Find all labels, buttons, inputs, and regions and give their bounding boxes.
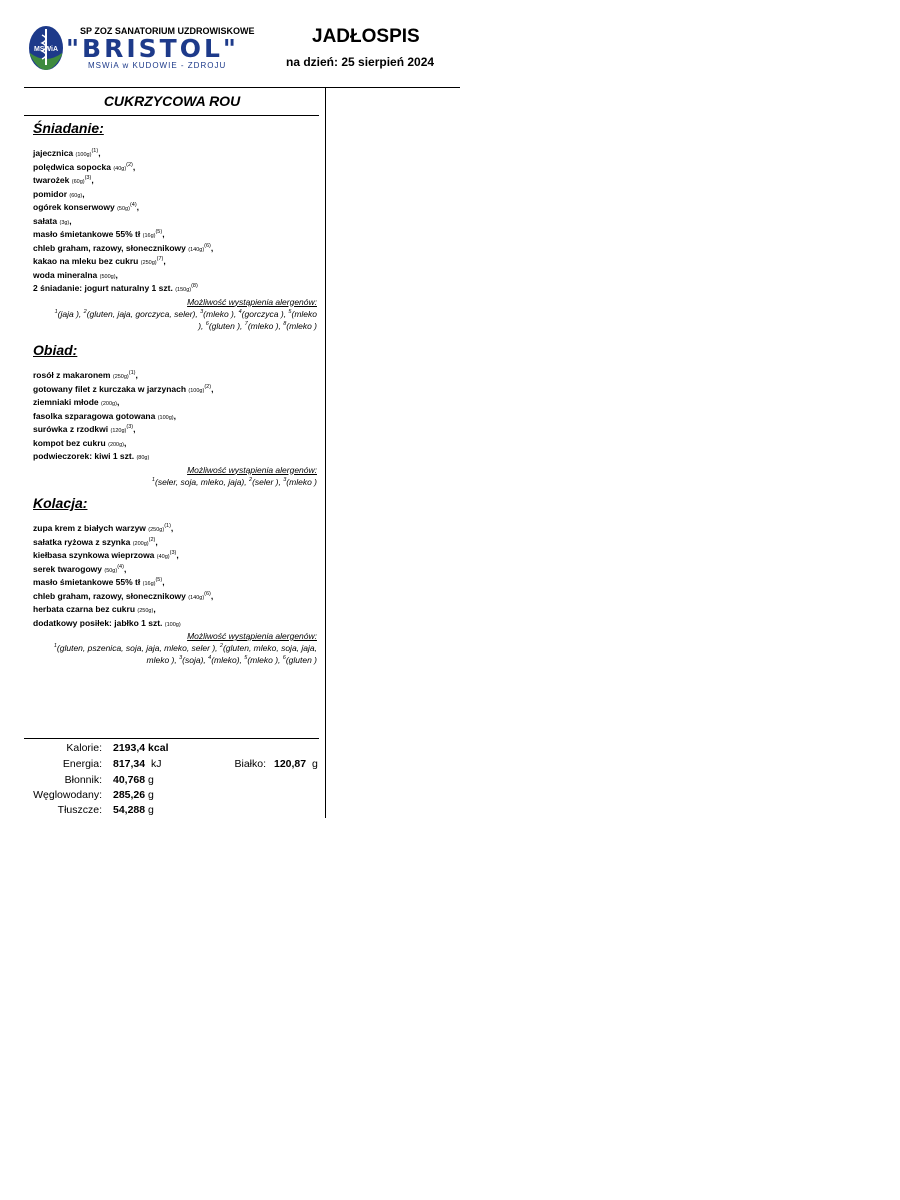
nutrition-value (113, 788, 154, 802)
allergen-ref: (2) (126, 161, 133, 168)
allergen-number: 5 (244, 655, 248, 661)
item-separator: , (98, 148, 101, 158)
item-name: podwieczorek: kiwi 1 szt. (33, 451, 135, 461)
item-quantity: (40g) (113, 165, 127, 172)
menu-item (33, 618, 317, 632)
item-name: masło śmietankowe 55% tł (33, 577, 141, 587)
item-quantity: (100g) (164, 621, 181, 628)
nutrition-label: Białko: (234, 758, 266, 770)
item-name: fasolka szparagowa gotowana (33, 410, 156, 421)
nutrition-divider (24, 738, 319, 739)
item-quantity: (250g) (140, 260, 157, 266)
header-divider (24, 87, 460, 88)
item-name: polędwica sopocka (33, 161, 111, 172)
item-separator: , (162, 229, 165, 239)
organization-location: MSWiA w KUDOWIE - ZDROJU (88, 61, 227, 70)
item-quantity: (140g) (188, 246, 205, 253)
document-title: JADŁOSPIS (312, 26, 420, 47)
item-quantity: (80g) (136, 455, 150, 461)
nutrition-value (113, 741, 168, 755)
item-name: kiełbasa szynkowa wieprzowa (33, 550, 155, 560)
allergen-names: (mleko), (211, 655, 245, 665)
menu-item (33, 564, 317, 578)
value-number: 817,34 (113, 758, 146, 770)
item-separator: , (211, 383, 214, 394)
item-separator: , (210, 242, 214, 253)
item-quantity: (16g) (142, 233, 156, 239)
allergen-entry (245, 321, 283, 331)
menu-item (33, 189, 317, 203)
item-separator: , (210, 590, 214, 601)
allergen-number: 8 (283, 320, 287, 327)
value-unit: g (148, 789, 154, 801)
allergen-entry (200, 309, 238, 319)
allergen-number: 3 (200, 308, 204, 315)
allergen-ref: (2) (148, 536, 156, 543)
menu-item (33, 283, 317, 297)
allergen-entry (54, 643, 220, 653)
allergen-entry (206, 321, 245, 331)
item-name: ziemniaki młode (33, 397, 99, 407)
allergen-entry (152, 477, 249, 487)
allergen-number: 1 (53, 643, 57, 649)
item-separator: , (133, 424, 136, 434)
item-name: kompot bez cukru (33, 437, 106, 448)
menu-item (33, 591, 317, 605)
allergen-names: (gluten ), (208, 320, 245, 331)
allergen-number: 2 (219, 643, 223, 649)
item-quantity: (100g) (157, 414, 174, 421)
menu-item (33, 550, 317, 564)
column-divider (325, 88, 326, 818)
item-name: ogórek konserwowy (33, 202, 115, 212)
item-separator: , (82, 188, 85, 199)
menu-item (33, 256, 317, 270)
nutrition-label: Węglowodany: (33, 789, 102, 801)
allergen-names: (seler, soja, mleko, jaja), (154, 476, 249, 487)
nutrition-label: Błonnik: (64, 774, 102, 786)
meal-section-lunch (33, 342, 317, 488)
item-quantity: (100g) (188, 387, 205, 394)
item-name: serek twarogowy (33, 563, 102, 574)
item-separator: , (170, 523, 174, 533)
allergen-number: 4 (238, 308, 242, 315)
allergen-names: (mleko ), (203, 308, 239, 319)
meal-heading: Obiad: (33, 342, 78, 358)
allergen-number: 4 (208, 655, 212, 661)
item-separator: , (173, 410, 176, 421)
allergen-entry (179, 655, 208, 665)
allergen-number: 3 (283, 476, 287, 483)
item-quantity: (200g) (101, 401, 117, 407)
allergen-names: (gluten, mleko, soja, jaja, mleko ), (146, 643, 317, 665)
item-name: 2 śniadanie: jogurt naturalny 1 szt. (33, 283, 173, 293)
value-number: 2193,4 (113, 742, 146, 754)
allergen-names: (soja), (182, 655, 209, 665)
item-name: jajecznica (33, 148, 74, 158)
allergen-number: 2 (249, 476, 253, 483)
allergen-ref: (2) (204, 383, 212, 390)
meal-section-breakfast (33, 120, 317, 332)
allergen-names: (mleko ), (247, 320, 284, 331)
allergen-names: (gorczyca ), (241, 308, 289, 319)
menu-item (33, 411, 317, 425)
value-number: 120,87 (274, 758, 307, 770)
item-name: sałata (33, 215, 58, 226)
menu-item (33, 537, 317, 551)
nutrition-label: Kalorie: (66, 742, 102, 754)
item-name: woda mineralna (33, 269, 98, 280)
item-separator: , (136, 202, 140, 212)
meal-items (33, 370, 317, 465)
value-unit: g (311, 758, 318, 770)
item-quantity: (150g) (175, 287, 192, 293)
value-number: 54,288 (113, 804, 146, 816)
allergen-number: 3 (179, 655, 183, 661)
allergen-entry (283, 321, 317, 331)
allergen-ref: (6) (204, 590, 211, 597)
meal-items (33, 148, 317, 297)
item-quantity: (250g) (137, 608, 154, 614)
nutrition-value (113, 757, 161, 771)
item-quantity: (100g) (75, 152, 92, 158)
item-name: zupa krem z białych warzyw (33, 523, 146, 533)
allergen-entry (283, 477, 317, 487)
item-separator: , (116, 397, 120, 407)
allergen-ref: (1) (91, 148, 99, 154)
allergen-heading: Możliwość wystąpienia alergenów: (187, 631, 317, 641)
allergen-number: 6 (282, 655, 286, 661)
menu-item (33, 604, 317, 618)
menu-item (33, 523, 317, 537)
item-separator: , (153, 604, 156, 614)
allergen-ref: (8) (191, 283, 198, 289)
allergen-names: (gluten, jaja, gorczyca, seler), (86, 308, 201, 319)
menu-item (33, 397, 317, 411)
allergen-list (33, 308, 317, 332)
allergen-ref: (5) (155, 229, 163, 235)
menu-item (33, 243, 317, 257)
value-unit: g (148, 804, 154, 816)
item-quantity: (50g) (104, 567, 118, 574)
meal-items (33, 523, 317, 631)
item-quantity: (40g) (156, 554, 170, 560)
menu-item (33, 162, 317, 176)
allergen-number: 1 (151, 476, 155, 483)
nutrition-label: Energia: (62, 758, 102, 770)
allergen-number: 1 (54, 308, 58, 315)
item-separator: , (176, 550, 179, 560)
allergen-ref: (5) (155, 577, 163, 583)
allergen-names: (gluten, pszenica, soja, jaja, mleko, seler ), (56, 643, 220, 653)
menu-item (33, 451, 317, 465)
allergen-names: (mleko ) (286, 476, 317, 487)
allergen-ref: (6) (204, 242, 211, 249)
item-separator: , (123, 563, 127, 574)
allergen-entry (84, 309, 200, 319)
menu-item (33, 438, 317, 452)
allergen-heading: Możliwość wystąpienia alergenów: (187, 296, 317, 307)
allergen-number: 5 (288, 308, 292, 315)
allergen-entry (238, 308, 292, 319)
menu-item (33, 424, 317, 438)
item-quantity: (250g) (112, 374, 129, 380)
menu-item (33, 370, 317, 384)
item-separator: , (155, 536, 158, 547)
allergen-names: (mleko ), (247, 655, 283, 665)
item-quantity: (60g) (69, 192, 83, 199)
meal-heading: Śniadanie: (33, 120, 104, 136)
menu-item (33, 384, 317, 398)
organization-name: "BRISTOL" (66, 34, 239, 63)
item-name: gotowany filet z kurczaka w jarzynach (33, 383, 187, 394)
menu-item (33, 229, 317, 243)
item-quantity: (16g) (142, 581, 156, 587)
allergen-entry (208, 655, 244, 665)
item-separator: , (132, 161, 136, 172)
meal-heading: Kolacja: (33, 495, 88, 511)
allergen-names: (mleko ), (198, 308, 317, 331)
item-name: rosół z makaronem (33, 370, 111, 380)
item-separator: , (69, 215, 72, 226)
nutrition-value (274, 757, 318, 771)
allergen-number: 2 (83, 308, 87, 315)
meal-section-dinner (33, 495, 317, 666)
item-quantity: (250g) (148, 527, 165, 533)
item-separator: , (162, 577, 165, 587)
item-name: sałatka ryżowa z szynka (33, 536, 131, 547)
menu-item (33, 216, 317, 230)
item-name: twarożek (33, 175, 70, 185)
allergen-names: (gluten ) (285, 655, 317, 665)
menu-item (33, 202, 317, 216)
item-name: masło śmietankowe 55% tł (33, 229, 141, 239)
organization-label: SP ZOZ SANATORIUM UZDROWISKOWE (80, 26, 255, 36)
diet-name: CUKRZYCOWA ROU (103, 93, 241, 109)
item-name: herbata czarna bez cukru (33, 604, 136, 614)
allergen-ref: (4) (129, 202, 137, 208)
allergen-ref: (1) (128, 370, 136, 376)
allergen-entry (55, 309, 84, 319)
logo-emblem-icon (28, 25, 64, 71)
diet-name-underline (24, 115, 319, 116)
item-name: dodatkowy posiłek: jabłko 1 szt. (33, 617, 163, 628)
allergen-ref: (7) (156, 256, 164, 262)
item-separator: , (124, 437, 127, 448)
item-separator: , (163, 256, 166, 266)
item-name: surówka z rzodkwi (33, 424, 109, 434)
menu-item (33, 175, 317, 189)
allergen-ref: (3) (84, 175, 92, 181)
menu-item (33, 148, 317, 162)
nutrition-value (113, 773, 154, 787)
allergen-names: (jaja ), (57, 308, 84, 319)
allergen-entry (283, 655, 317, 665)
allergen-names: (seler ), (252, 476, 284, 487)
allergen-ref: (3) (126, 424, 134, 430)
allergen-number: 7 (244, 320, 248, 327)
allergen-list (33, 476, 317, 488)
allergen-entry (249, 477, 283, 487)
allergen-list (33, 642, 317, 666)
logo-text: MSWiA (33, 46, 59, 53)
allergen-names: (mleko ) (286, 320, 317, 331)
document-date: na dzień: 25 sierpień 2024 (286, 55, 435, 69)
item-quantity: (60g) (71, 179, 85, 185)
item-separator: , (135, 370, 138, 380)
value-number: 40,768 (113, 774, 146, 786)
item-separator: , (91, 175, 94, 185)
value-unit: kJ (150, 758, 162, 770)
value-number: 285,26 (113, 789, 146, 801)
item-quantity: (3g) (59, 219, 70, 226)
allergen-number: 6 (205, 320, 209, 327)
item-separator: , (115, 269, 118, 280)
allergen-heading: Możliwość wystąpienia alergenów: (187, 464, 317, 475)
nutrition-label: Tłuszcze: (57, 804, 102, 816)
item-quantity: (120g) (110, 428, 127, 434)
allergen-entry (244, 655, 282, 665)
item-quantity: (140g) (188, 594, 205, 601)
value-unit: kcal (148, 742, 169, 754)
item-quantity: (50g) (117, 206, 130, 212)
item-quantity: (200g) (108, 441, 125, 448)
allergen-ref: (1) (164, 523, 171, 529)
allergen-ref: (4) (117, 563, 124, 570)
nutrition-value (113, 803, 154, 817)
menu-item (33, 577, 317, 591)
menu-item (33, 270, 317, 284)
sanatorium-logo (28, 25, 64, 71)
value-unit: g (148, 774, 154, 786)
item-name: kakao na mleku bez cukru (33, 256, 139, 266)
item-name: chleb graham, razowy, słonecznikowy (33, 590, 186, 601)
item-name: chleb graham, razowy, słonecznikowy (33, 242, 186, 253)
item-quantity: (200g) (132, 540, 149, 547)
item-name: pomidor (33, 188, 67, 199)
item-quantity: (500g) (99, 273, 116, 280)
allergen-ref: (3) (169, 550, 177, 556)
